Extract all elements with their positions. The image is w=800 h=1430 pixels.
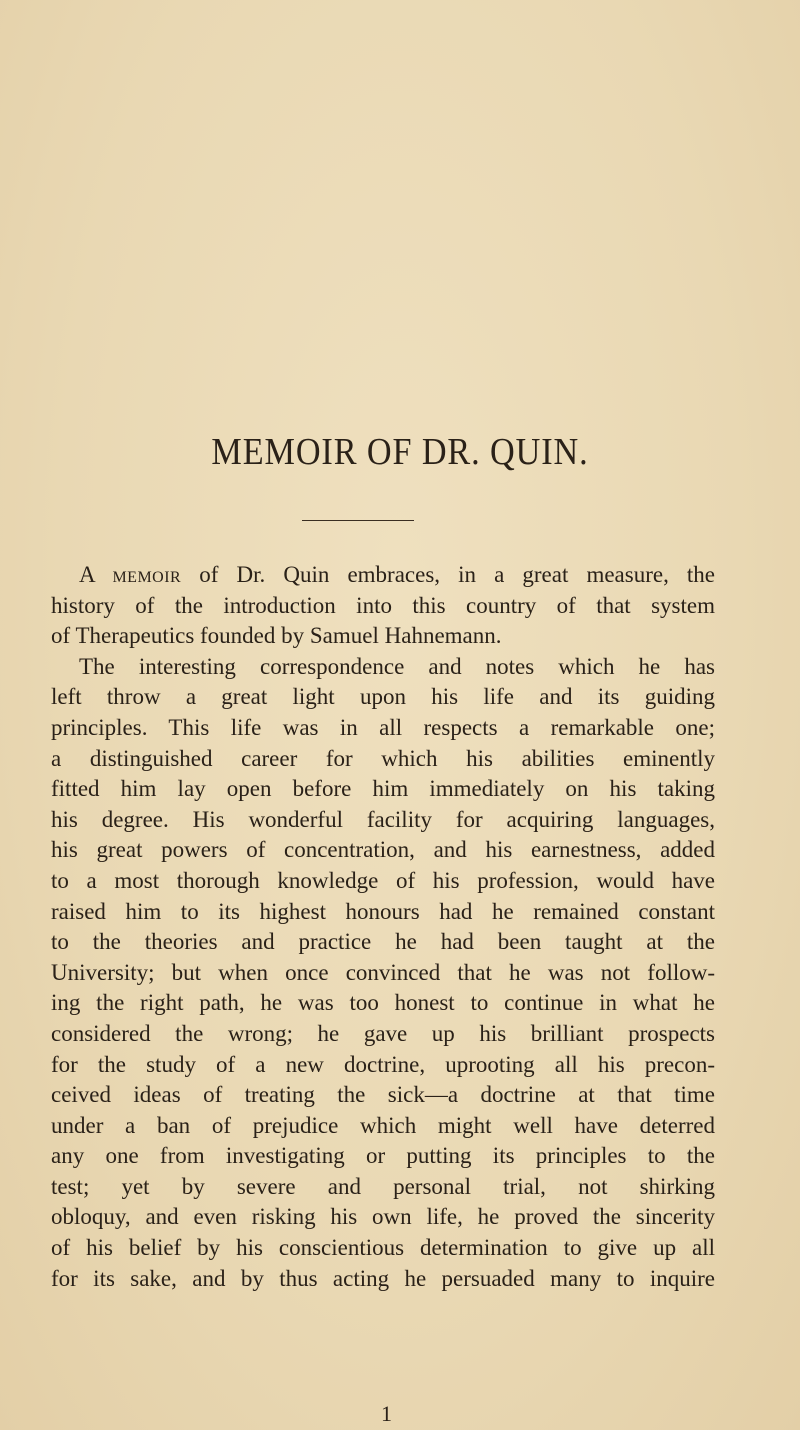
text-line: to the theories and practice he had been taught at the [51, 929, 715, 955]
page-number: 1 [381, 1401, 392, 1426]
text-line: The interesting correspondence and notes which he has [79, 653, 715, 679]
text-line: of his belief by his conscientious determination to give up all [51, 1235, 715, 1261]
text-line: for the study of a new doctrine, uprooting all his precon- [51, 1051, 715, 1077]
text-line: left throw a great light upon his life and its guiding [51, 684, 715, 710]
text-line: for its sake, and by thus acting he persuaded many to inquire [51, 1265, 715, 1291]
text-line: test; yet by severe and personal trial, not shirking [51, 1173, 715, 1199]
text-line [51, 560, 715, 591]
text-line: ing the right path, he was too honest to continue in what he [51, 990, 715, 1016]
opening-initial: A [79, 562, 95, 587]
text-line: principles. This life was in all respects a remarkable one; [51, 714, 715, 740]
text-line: his great powers of concentration, and his earnestness, added [51, 837, 715, 863]
text-line: any one from investigating or putting its principles to the [51, 1143, 715, 1169]
text-line: raised him to its highest honours had he remained constant [51, 898, 715, 924]
text-line: a distinguished career for which his abilities eminently [51, 745, 715, 771]
text-line: obloquy, and even risking his own life, he proved the sincerity [51, 1204, 715, 1230]
opening-rest: of Dr. Quin embraces, in a great measure, the [181, 562, 715, 587]
text-line: of Therapeutics founded by Samuel Hahnemann. [51, 623, 502, 649]
text-line: history of the introduction into this country of that system [51, 592, 715, 618]
text-line: under a ban of prejudice which might well have deterred [51, 1112, 715, 1138]
title-divider [302, 520, 414, 521]
text-line: considered the wrong; he gave up his brilliant prospects [51, 1020, 715, 1046]
text-line: fitted him lay open before him immediately on his taking [51, 776, 715, 802]
text-line: to a most thorough knowledge of his profession, would have [51, 867, 715, 893]
opening-smallcaps: memoir [112, 562, 182, 587]
body-text [51, 560, 715, 1294]
page-title: MEMOIR OF DR. QUIN. [211, 431, 589, 473]
text-line: University; but when once convinced that he was not follow- [51, 959, 715, 985]
text-line: ceived ideas of treating the sick—a doctrine at that time [51, 1082, 715, 1108]
text-line: his degree. His wonderful facility for acquiring languages, [51, 806, 715, 832]
